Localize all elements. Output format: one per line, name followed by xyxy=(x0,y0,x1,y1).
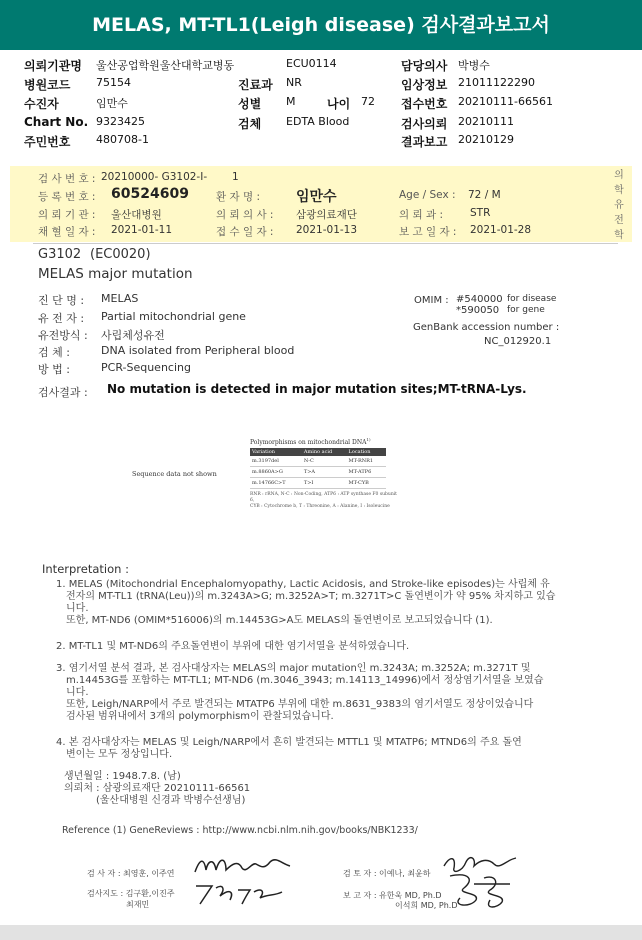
table-cell: m.8860A>G xyxy=(250,467,302,478)
table-cell: T>I xyxy=(302,478,347,489)
reporter-line-2: 이석희 MD, Ph.D xyxy=(395,901,458,910)
polymorphism-note-line: CYB : Cytochrome b, T : Threonine, A : Alanine, I : Isoleucine xyxy=(250,504,390,509)
text-line: 니다. xyxy=(66,687,89,698)
band-report-label: 보 고 일 자 : xyxy=(399,226,457,238)
polymorphism-title-ref: 1) xyxy=(366,437,371,442)
header-receipt-label: 접수번호 xyxy=(401,97,448,111)
vertical-char: 학 xyxy=(614,185,624,196)
polymorphism-note-line: RNR : rRNA, N-C : Non-Coding, ATP6 : ATP synthase F0 subunit 6, xyxy=(250,492,397,503)
band-dept-value: STR xyxy=(470,207,491,219)
birth-date-line: 생년월일 : 1948.7.8. (남) xyxy=(64,771,181,782)
interpretation-p3 xyxy=(56,663,543,723)
table-cell: T>A xyxy=(302,467,347,478)
text-line: 검사된 범위내에서 3개의 polymorphism이 관찰되었습니다. xyxy=(66,711,334,722)
text-line: 4. 본 검사대상자는 MELAS 및 Leigh/NARP에서 흔히 발견되는 MTTL1 및 MTATP6; MTND6의 주요 돌연 xyxy=(56,737,522,748)
reference-line: Reference (1) GeneReviews : http://www.ncbi.nlm.nih.gov/books/NBK1233/ xyxy=(62,825,418,836)
table-row xyxy=(250,467,386,478)
band-agesex-label: Age / Sex : xyxy=(399,189,456,201)
genbank-label: GenBank accession number : xyxy=(413,322,560,333)
header-request-label: 검사의뢰 xyxy=(401,117,448,131)
band-receive-label: 접 수 일 자 : xyxy=(216,226,274,238)
polymorphism-note xyxy=(250,492,400,510)
header-dept-value: NR xyxy=(286,76,302,89)
test-row-label: 방 법 : xyxy=(38,363,70,376)
band-dept-label: 의 뢰 과 : xyxy=(399,209,443,221)
table-cell: m.14766C>T xyxy=(250,478,302,489)
omim-disease-note: for disease xyxy=(507,294,557,304)
header-report-label: 결과보고 xyxy=(401,135,448,149)
result-label: 검사결과 : xyxy=(38,386,88,399)
band-doctor-value: 삼광의료재단 xyxy=(296,209,357,221)
band-testno-label: 검 사 번 호 : xyxy=(38,173,96,185)
requester-line: (울산대병원 신경과 박병수선생님) xyxy=(96,795,246,806)
patient-summary xyxy=(64,771,250,807)
reviewer-line: 검 토 자 : 이예나, 최윤하 xyxy=(343,869,431,878)
omim-label: OMIM : xyxy=(414,295,449,306)
header-org-label: 의뢰기관명 xyxy=(24,59,82,73)
sequence-note: Sequence data not shown xyxy=(132,470,217,478)
report-title-bar xyxy=(0,0,642,50)
header-doctor-label: 담당의사 xyxy=(401,59,448,73)
vertical-char: 학 xyxy=(614,230,624,241)
report-title: MELAS, MT-TL1(Leigh disease) 검사결과보고서 xyxy=(92,14,550,36)
band-doctor-label: 의 뢰 의 사 : xyxy=(216,209,274,221)
header-age-label: 나이 xyxy=(327,97,351,111)
header-org-value: 울산공업학원울산대학교병동 xyxy=(96,59,235,72)
header-patient-value: 임만수 xyxy=(96,97,128,110)
header-chart-label: Chart No. xyxy=(24,115,89,129)
band-collect-label: 채 혈 일 자 : xyxy=(38,226,96,238)
header-clinical-value: 21011122290 xyxy=(458,76,535,89)
test-row-label: 검 체 : xyxy=(38,346,70,359)
band-regno-label: 등 록 번 호 : xyxy=(38,191,96,203)
polymorphism-title-text: Polymorphisms on mitochondrial DNA xyxy=(250,439,367,446)
header-doctor-value: 박병수 xyxy=(458,59,490,72)
header-request-value: 20210111 xyxy=(458,115,514,128)
header-hospcode-label: 병원코드 xyxy=(24,78,71,92)
text-line: 2. MT-TL1 및 MT-ND6의 주요돌연변이 부위에 대한 염기서열을 분석하였습니다. xyxy=(56,641,410,652)
band-patient-label: 환 자 명 : xyxy=(216,191,260,203)
test-name: MELAS major mutation xyxy=(38,266,193,282)
test-code2: (EC0020) xyxy=(90,247,151,262)
header-chart-value: 9323425 xyxy=(96,115,145,128)
band-regno-value: 60524609 xyxy=(111,186,189,202)
interpretation-p4 xyxy=(56,737,522,761)
band-receive-value: 2021-01-13 xyxy=(296,224,358,236)
test-row-label: 진 단 명 : xyxy=(38,294,85,307)
header-ssn-label: 주민번호 xyxy=(24,135,71,149)
test-row-value: Partial mitochondrial gene xyxy=(101,310,246,323)
text-line: m.14453G를 포함하는 MT-TL1; MT-ND6 (m.3046_3943; m.14113_14996)에서 정상염기서열을 보였습 xyxy=(66,675,544,686)
band-patient-value: 임만수 xyxy=(296,189,337,205)
test-row-value: 사립체성유전 xyxy=(101,329,165,342)
band-report-value: 2021-01-28 xyxy=(470,224,532,236)
header-sex-label: 성별 xyxy=(238,97,262,111)
vertical-char: 의 xyxy=(614,170,624,181)
divider xyxy=(33,243,618,244)
header-receipt-value: 20210111-66561 xyxy=(458,95,553,108)
table-cell: MT-CYB xyxy=(347,478,386,489)
text-line: 1. MELAS (Mitochondrial Encephalomyopathy, Lactic Acidosis, and Stroke-like episodes)는 사립체 유 xyxy=(56,579,550,590)
table-cell: m.3197del xyxy=(250,456,302,467)
text-line: 전자의 MT-TL1 (tRNA(Leu))의 m.3243A>G; m.3252A>T; m.3271T>C 돌연변이가 약 95% 차지하고 있습 xyxy=(66,591,556,602)
header-ssn-value: 480708-1 xyxy=(96,133,149,146)
polymorphism-table xyxy=(250,437,400,510)
interpretation-heading: Interpretation : xyxy=(42,562,129,576)
supervisor-line-2: 최재민 xyxy=(126,900,150,909)
header-dept-label: 진료과 xyxy=(238,78,273,92)
band-agesex-value: 72 / M xyxy=(468,189,501,201)
test-row-label: 유 전 자 : xyxy=(38,312,85,325)
band-vertical-text xyxy=(612,168,626,243)
examiner-line: 검 사 자 : 최영훈, 이주연 xyxy=(87,869,175,878)
band-collect-value: 2021-01-11 xyxy=(111,224,173,236)
header-age-value: 72 xyxy=(361,95,375,108)
band-org-label: 의 뢰 기 관 : xyxy=(38,209,96,221)
polymorphism-title xyxy=(250,437,400,446)
band-testno-value: 20210000- G3102-I- xyxy=(101,171,208,183)
text-line: 또한, MT-ND6 (OMIM*516006)의 m.14453G>A도 MELAS의 돌연변이로 보고되었습니다 (1). xyxy=(66,615,493,626)
examiner-signature xyxy=(190,850,300,880)
test-row-value: DNA isolated from Peripheral blood xyxy=(101,344,295,357)
test-code: G3102 xyxy=(38,247,82,262)
omim-gene-note: for gene xyxy=(507,305,545,315)
header-report-value: 20210129 xyxy=(458,133,514,146)
header-hospcode-value: 75154 xyxy=(96,76,131,89)
header-specimen-label: 검체 xyxy=(238,117,262,131)
requester-line: 의뢰처 : 삼광의료재단 20210111-66561 xyxy=(64,783,251,794)
text-line: 변이는 모두 정상입니다. xyxy=(66,749,173,760)
table-cell: MT-RNR1 xyxy=(347,456,386,467)
reporter-signature xyxy=(440,870,520,912)
table-row xyxy=(250,456,386,467)
bottom-bar xyxy=(0,925,642,940)
omim-gene-id: *590050 xyxy=(456,305,500,316)
supervisor-line: 검사지도 : 김구환,이진주 xyxy=(87,889,175,898)
header-sex-value: M xyxy=(286,95,296,108)
table-header: Variation xyxy=(250,448,302,456)
test-row-value: MELAS xyxy=(101,292,139,305)
table-row xyxy=(250,478,386,489)
header-clinical-label: 임상정보 xyxy=(401,78,448,92)
supervisor-signature xyxy=(190,878,290,908)
genbank-value: NC_012920.1 xyxy=(484,336,552,347)
interpretation-p2 xyxy=(56,641,409,653)
table-header: Location xyxy=(347,448,386,456)
reporter-line: 보 고 자 : 유한욱 MD, Ph.D xyxy=(343,891,442,900)
header-ward-value: ECU0114 xyxy=(286,57,337,70)
test-row-value: PCR-Sequencing xyxy=(101,361,191,374)
test-row-label: 유전방식 : xyxy=(38,329,88,342)
text-line: 3. 염기서열 분석 결과, 본 검사대상자는 MELAS의 major mutation인 m.3243A; m.3252A; m.3271T 및 xyxy=(56,663,531,674)
header-patient-label: 수진자 xyxy=(24,97,59,111)
header-specimen-value: EDTA Blood xyxy=(286,115,350,128)
interpretation-p1 xyxy=(56,579,555,627)
result-value: No mutation is detected in major mutation sites;MT-tRNA-Lys. xyxy=(107,382,527,396)
vertical-char: 유 xyxy=(614,200,624,211)
band-testno-seq: 1 xyxy=(232,171,239,183)
band-org-value: 울산대병원 xyxy=(111,209,162,221)
vertical-char: 전 xyxy=(614,215,624,226)
text-line: 또한, Leigh/NARP에서 주로 발견되는 MTATP6 부위에 대한 m.8631_9383의 염기서열도 정상이었습니다 xyxy=(66,699,534,710)
omim-disease-id: #540000 xyxy=(456,294,503,305)
table-cell: MT-ATP6 xyxy=(347,467,386,478)
text-line: 니다. xyxy=(66,603,89,614)
table-header: Amino acid xyxy=(302,448,347,456)
table-cell: N-C xyxy=(302,456,347,467)
